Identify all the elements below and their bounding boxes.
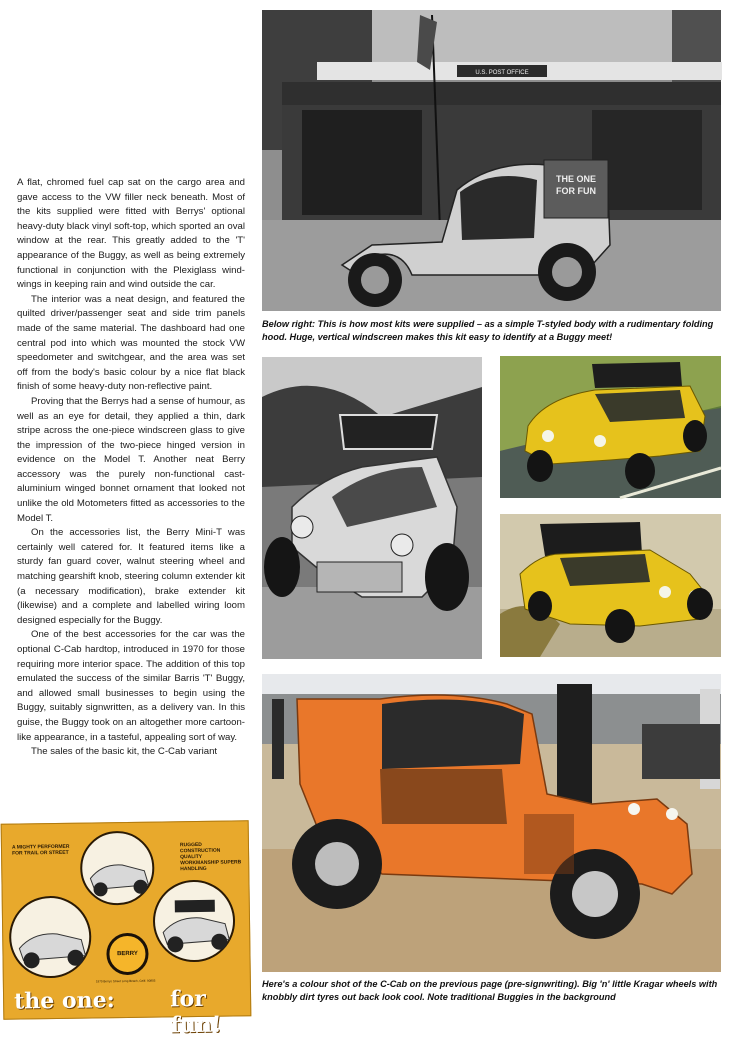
berry-logo-text: BERRY (117, 950, 138, 958)
photo-yellow-buggy-dirt (500, 514, 721, 657)
advert-small-print: 1970 Berrys Street Long Beach, Calif. 90805 (95, 978, 156, 984)
caption-bottom: Here's a colour shot of the C-Cab on the previous page (pre-signwriting). Big 'n' little Kragar wheels with knobbly dirt tyres out back look cool. Note traditional Buggies in the background (262, 979, 718, 1002)
photo-orange-ccab (262, 674, 721, 972)
post-office-sign: U.S. POST OFFICE (475, 70, 529, 76)
van-sign-line2: FOR FUN (556, 186, 596, 196)
advert-buggy-circle (9, 895, 92, 978)
advert-slogan-right: for fun! (169, 985, 222, 1039)
berry-logo (106, 933, 149, 976)
advert-slogan-left: the one: (13, 987, 115, 1015)
article-paragraph: The sales of the basic kit, the C-Cab variant (31, 746, 218, 758)
advert-top-left-text: A MIGHTY PERFORMER FOR TRAIL OR STREET (11, 843, 70, 857)
photo-yellow-buggy-road (500, 356, 721, 498)
advert-top-right-text: RUGGED CONSTRUCTION QUALITY WORKMANSHIP SUPERB HANDLING (179, 841, 242, 873)
article-paragraph: On the accessories list, the Berry Mini-T was certainly well catered for. It featured items like a sturdy fan guard cover, walnut steering wheel and matching gearshift knob, steering column extender kit (a necessary modification), brake extender kit (likewise) and a complete and labelled wiring loom designed especially for the Buggy. (17, 527, 245, 626)
article-paragraph: Proving that the Berrys had a sense of humour, as well as an eye for detail, they applied a thin, dark stripe across the one-piece windscreen glass to give the impression of the two-piece hinged version in evidence on the Model T. Another neat Berry accessory was the purely non-functional cast-aluminium winged bonnet ornament that looked not unlike the old Motometers fitted as accessories to the Model T. (17, 395, 245, 524)
berry-advert (1, 820, 252, 1039)
photo-ccab-post-office (262, 10, 721, 311)
article-body (17, 176, 245, 760)
van-sign-line1: THE ONE (555, 174, 597, 184)
photo-buggy-front (262, 357, 482, 659)
advert-buggy-circle (80, 831, 155, 906)
article-paragraph: The interior was a neat design, and featured the quilted driver/passenger seat and side trim panels made of the same material. The dashboard had one central pod into which was mounted the stock VW speedometer and switchgear, and the area was set off from the body's basic colour by a nice flat black finish of some heavy-duty non-reflective paint. (17, 293, 245, 393)
caption-top: Below right: This is how most kits were supplied – as a simple T-styled body with a rudimentary folding hood. Huge, vertical windscreen makes this kit easy to identify at a Buggy meet! (262, 319, 714, 342)
article-paragraph: A flat, chromed fuel cap sat on the cargo area and gave access to the VW filler neck beneath. Most of the kits supplied were fitted with Berrys' optional heavy-duty black vinyl soft-top, which sported an oval window at the rear. This greatly added to the 'T' appearance of the Buggy, as well as being extremely functional in conjunction with the Plexiglass wind-wings in keeping rain and wind outside the car. (17, 177, 245, 291)
advert-buggy-circle (152, 879, 235, 962)
article-paragraph: One of the best accessories for the car was the optional C-Cab hardtop, introduced in 1970 for those requiring more interior space. The addition of this top emulated the success of the similar Barris 'T' Buggy, and allowed small businesses to begin using the Buggy, suitably signwritten, as a delivery van. In this guise, the Buggy took on an altogether more cartoon-like appearance, in a tasteful, appealing sort of way. (17, 629, 245, 743)
